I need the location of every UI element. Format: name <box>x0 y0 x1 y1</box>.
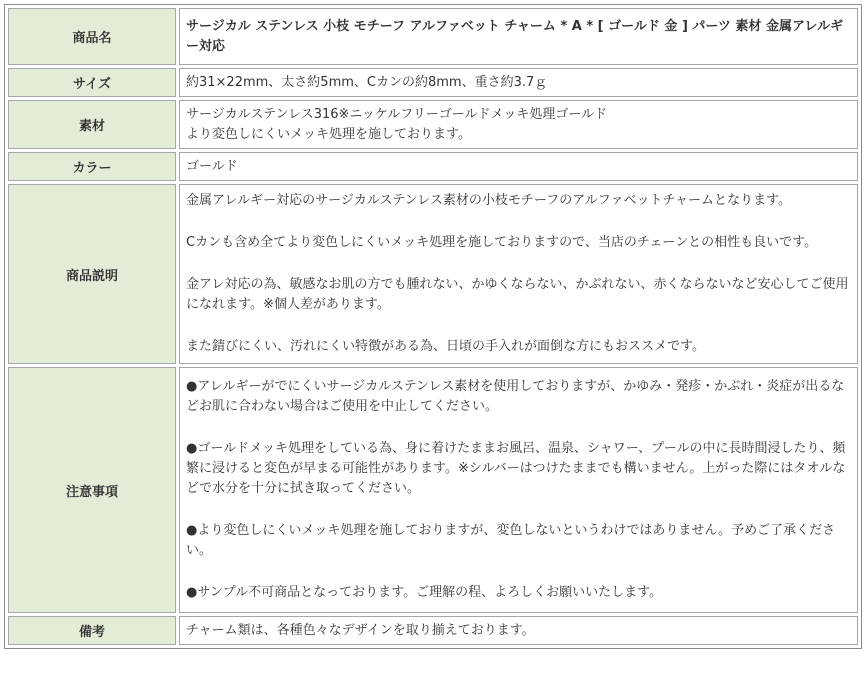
value-size: 約31×22mm、太さ約5mm、Cカンの約8mm、重さ約3.7ｇ <box>179 68 858 97</box>
material-line: サージカルステンレス316※ニッケルフリーゴールドメッキ処理ゴールド <box>186 106 608 122</box>
notes-paragraph: ●より変色しにくいメッキ処理を施しておりますが、変色しないというわけではありません。予めご了承ください。 <box>186 523 836 558</box>
value-notes <box>179 367 858 613</box>
row-size <box>8 68 858 97</box>
row-notes <box>8 367 858 613</box>
label-remarks: 備考 <box>8 616 176 645</box>
label-description: 商品説明 <box>8 184 176 364</box>
value-material <box>179 100 858 149</box>
value-color: ゴールド <box>179 152 858 181</box>
description-paragraph: また錆びにくい、汚れにくい特徴がある為、日頃の手入れが面倒な方にもおススメです。 <box>186 339 705 354</box>
notes-paragraph: ●ゴールドメッキ処理をしている為、身に着けたままお風呂、温泉、シャワー、プールの中に長時間浸したり、頻繁に浸けると変色が早まる可能性があります。※シルバーはつけたままでも構いません。上がった際にはタオルなどで水分を十分に拭き取ってください。 <box>186 441 846 496</box>
label-product-name: 商品名 <box>8 8 176 65</box>
product-spec-table <box>4 4 862 649</box>
description-paragraph: Cカンも含め全てより変色しにくいメッキ処理を施しておりますので、当店のチェーンとの相性も良いです。 <box>186 235 818 250</box>
label-color: カラー <box>8 152 176 181</box>
value-product-name: サージカル ステンレス 小枝 モチーフ アルファベット チャーム * A * [ ゴールド 金 ] パーツ 素材 金属アレルギー対応 <box>179 8 858 65</box>
notes-paragraph: ●アレルギーがでにくいサージカルステンレス素材を使用しておりますが、かゆみ・発疹・かぶれ・炎症が出るなどお肌に合わない場合はご使用を中止してください。 <box>186 379 845 414</box>
row-product-name <box>8 8 858 65</box>
row-material <box>8 100 858 149</box>
label-material: 素材 <box>8 100 176 149</box>
value-remarks: チャーム類は、各種色々なデザインを取り揃えております。 <box>179 616 858 645</box>
value-description <box>179 184 858 364</box>
notes-paragraph: ●サンプル不可商品となっております。ご理解の程、よろしくお願いいたします。 <box>186 585 663 600</box>
description-paragraph: 金属アレルギー対応のサージカルステンレス素材の小枝モチーフのアルファベットチャームとなります。 <box>186 193 792 208</box>
row-remarks <box>8 616 858 645</box>
description-paragraph: 金アレ対応の為、敏感なお肌の方でも腫れない、かゆくならない、かぶれない、赤くならないなど安心してご使用になれます。※個人差があります。 <box>186 277 849 312</box>
label-notes: 注意事項 <box>8 367 176 613</box>
material-line: より変色しにくいメッキ処理を施しております。 <box>186 126 471 142</box>
row-description <box>8 184 858 364</box>
label-size: サイズ <box>8 68 176 97</box>
row-color <box>8 152 858 181</box>
